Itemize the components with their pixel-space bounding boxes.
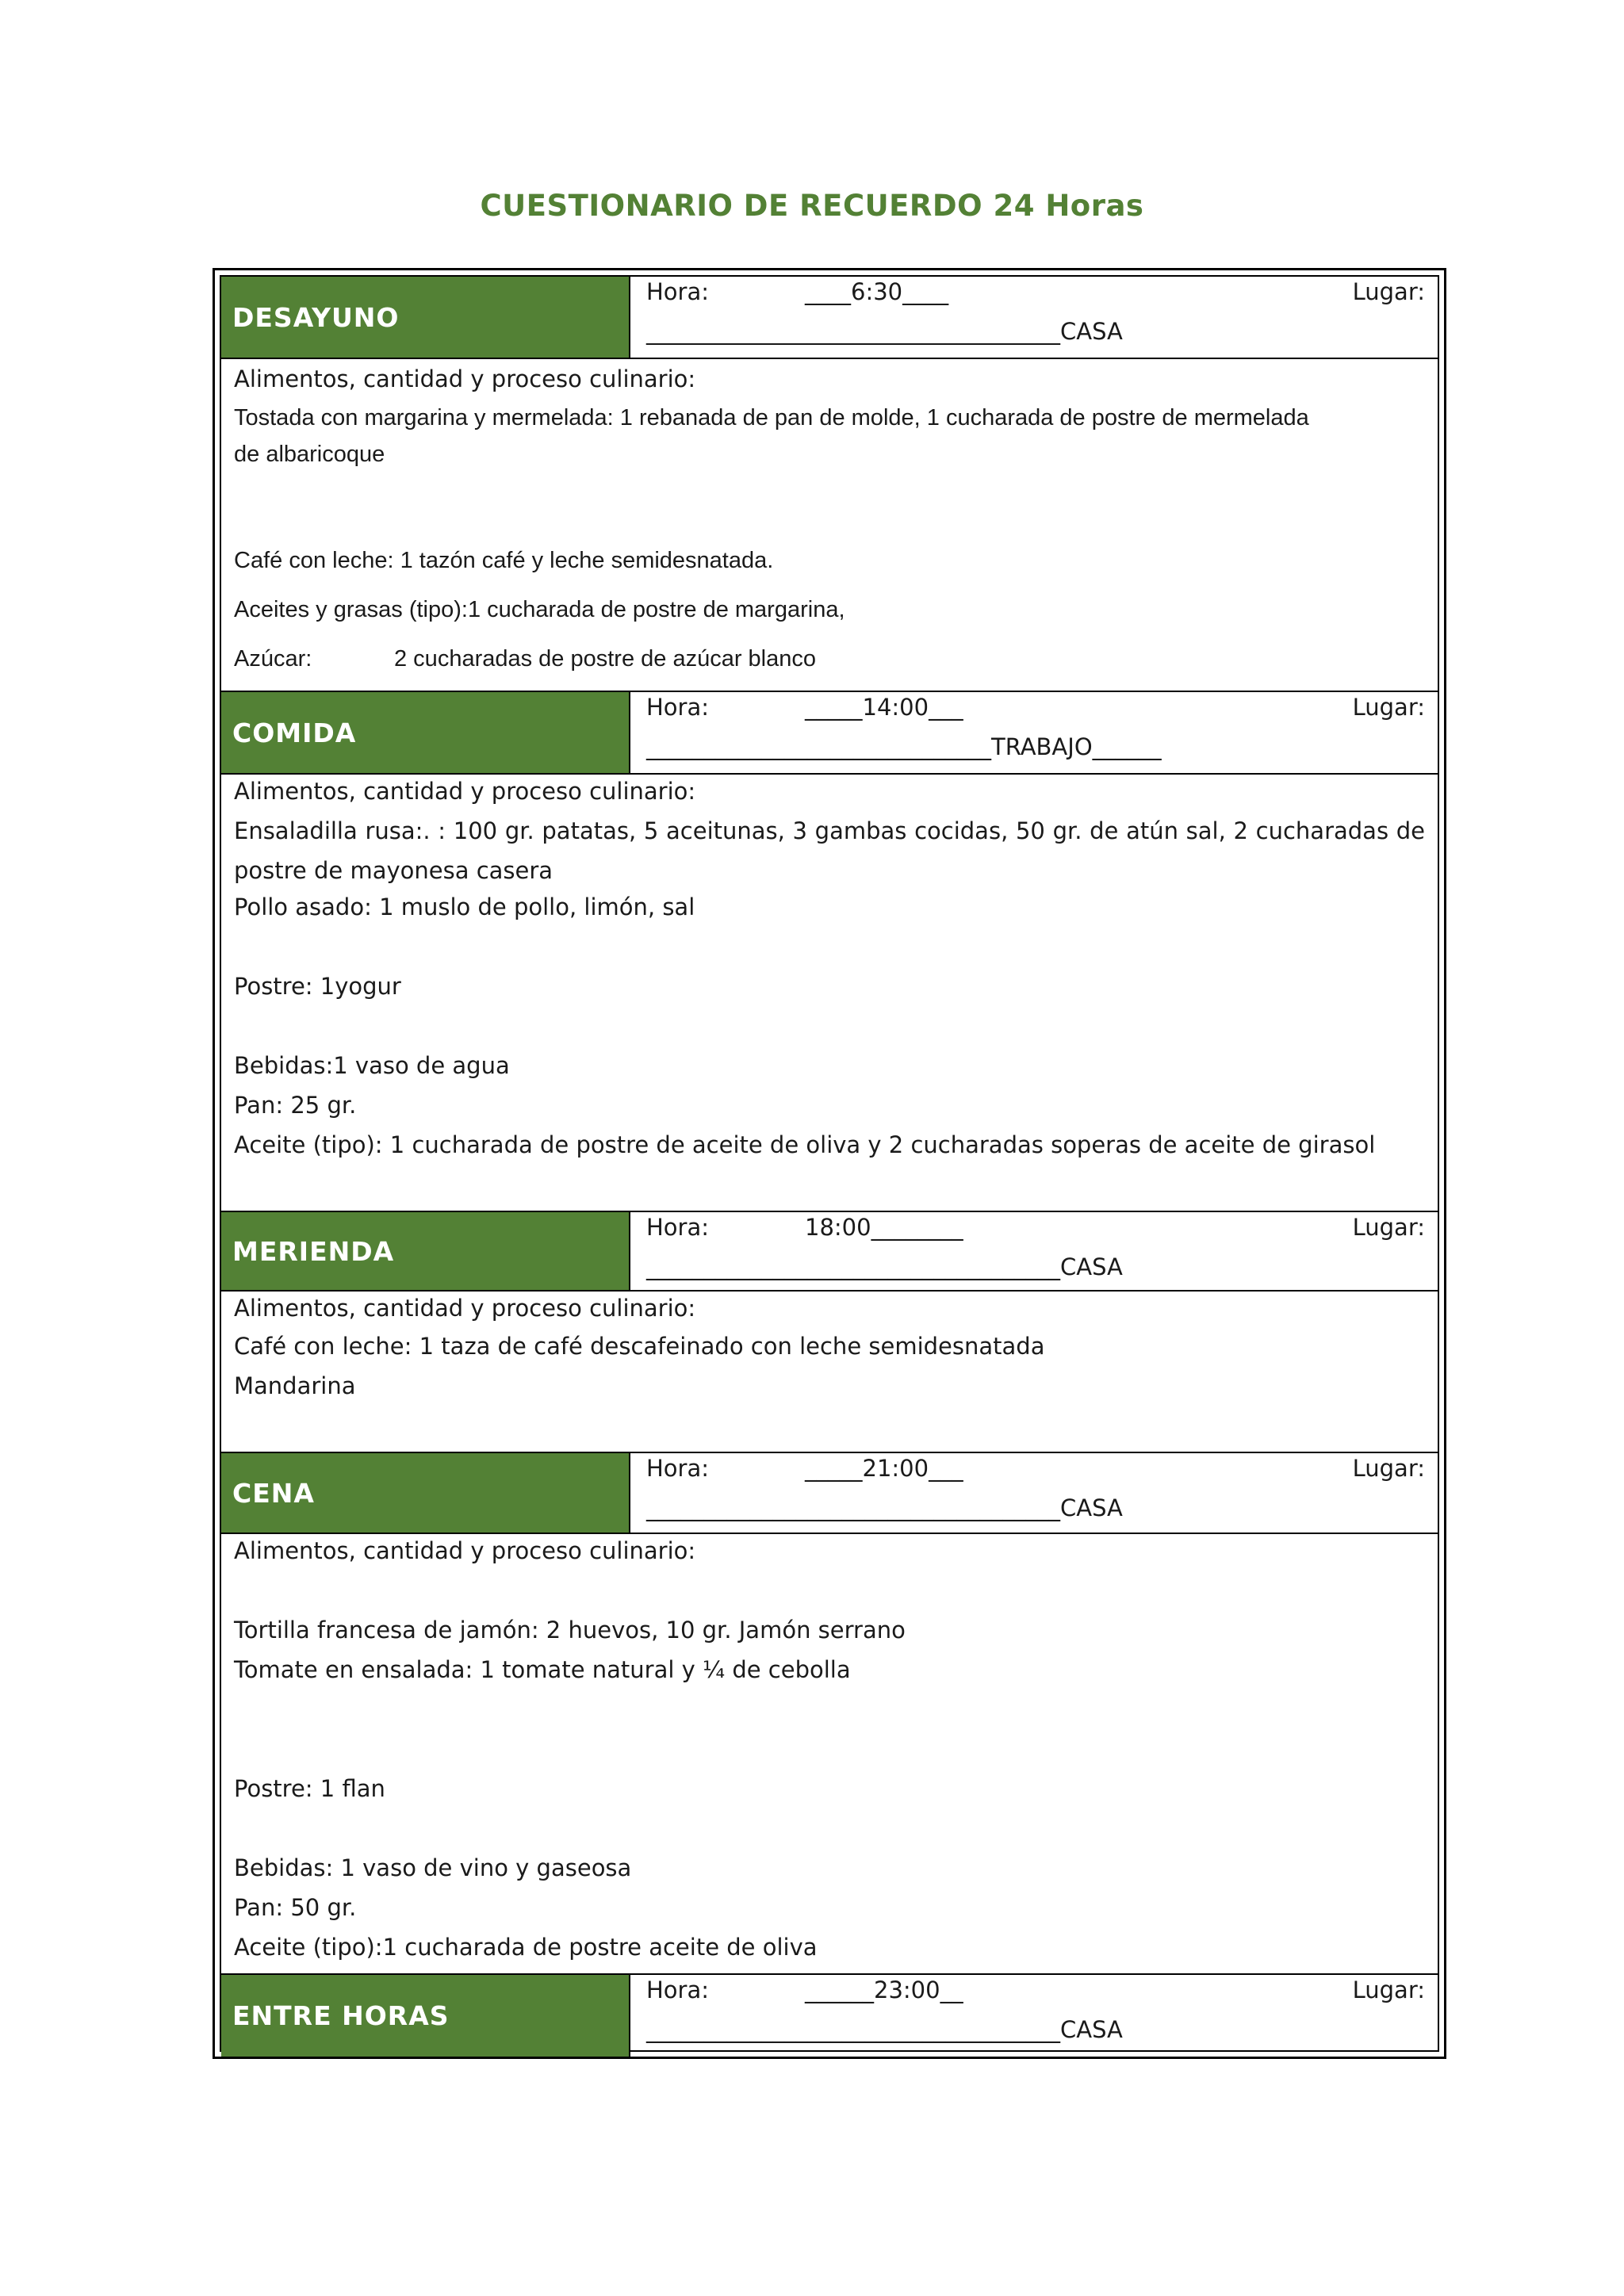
comida-item: Pan: 25 gr. <box>234 1092 357 1119</box>
cena-item: Tortilla francesa de jamón: 2 huevos, 10 gr. Jamón serrano <box>234 1617 906 1644</box>
desayuno-content <box>221 359 1438 692</box>
entre-horas-hora-value: ______23:00__ <box>805 1976 963 2003</box>
cena-content <box>221 1534 1438 1975</box>
meal-label-entre-horas: ENTRE HORAS <box>221 1975 630 2057</box>
azucar-value: 2 cucharadas de postre de azúcar blanco <box>394 646 817 672</box>
meal-label-cena: CENA <box>221 1453 630 1533</box>
merienda-hora-value: 18:00________ <box>805 1214 963 1241</box>
comida-content <box>221 775 1438 1212</box>
meal-label-desayuno: DESAYUNO <box>221 277 630 358</box>
hora-label: Hora: <box>646 1976 710 2003</box>
hora-label: Hora: <box>646 278 710 305</box>
desayuno-item: Café con leche: 1 tazón café y leche semidesnatada. <box>234 548 774 573</box>
desayuno-header <box>221 277 1438 359</box>
alimentos-label: Alimentos, cantidad y proceso culinario: <box>234 778 696 805</box>
comida-item: Aceite (tipo): 1 cucharada de postre de aceite de oliva y 2 cucharadas soperas de aceite de girasol <box>234 1131 1376 1158</box>
cena-item: Tomate en ensalada: 1 tomate natural y ¼ de cebolla <box>234 1656 851 1683</box>
comida-lugar-value: ______________________________TRABAJO______ <box>646 733 1162 760</box>
merienda-lugar-value: ____________________________________CASA <box>646 1253 1123 1280</box>
alimentos-label: Alimentos, cantidad y proceso culinario: <box>234 1295 696 1322</box>
desayuno-lugar-value: ____________________________________CASA <box>646 318 1123 345</box>
questionnaire-table <box>213 268 1446 2059</box>
desayuno-item: Aceites y grasas (tipo):1 cucharada de postre de margarina, <box>234 597 845 622</box>
meal-label-merienda: MERIENDA <box>221 1212 630 1290</box>
cena-hora-value: _____21:00___ <box>805 1455 963 1482</box>
hora-label: Hora: <box>646 1214 710 1241</box>
entre-horas-header <box>221 1975 1438 2057</box>
hora-label: Hora: <box>646 1455 710 1482</box>
merienda-item: Café con leche: 1 taza de café descafeinado con leche semidesnatada <box>234 1333 1045 1360</box>
cena-lugar-value: ____________________________________CASA <box>646 1494 1123 1521</box>
cena-item: Bebidas: 1 vaso de vino y gaseosa <box>234 1854 632 1881</box>
merienda-content <box>221 1292 1438 1453</box>
hora-label: Hora: <box>646 694 710 721</box>
comida-item: Postre: 1yogur <box>234 973 401 1000</box>
lugar-label: Lugar: <box>1352 1455 1425 1482</box>
azucar-label: Azúcar: <box>234 646 312 672</box>
cena-header <box>221 1453 1438 1534</box>
comida-item: Pollo asado: 1 muslo de pollo, limón, sal <box>234 894 695 920</box>
alimentos-label: Alimentos, cantidad y proceso culinario: <box>234 365 696 392</box>
meal-label-comida: COMIDA <box>221 692 630 773</box>
entre-horas-lugar-value: ____________________________________CASA <box>646 2016 1123 2043</box>
page-title: CUESTIONARIO DE RECUERDO 24 Horas <box>480 189 1144 223</box>
comida-hora-value: _____14:00___ <box>805 694 963 721</box>
cena-item: Pan: 50 gr. <box>234 1894 357 1921</box>
lugar-label: Lugar: <box>1352 1214 1425 1241</box>
lugar-label: Lugar: <box>1352 1976 1425 2003</box>
lugar-label: Lugar: <box>1352 278 1425 305</box>
desayuno-item: Tostada con margarina y mermelada: 1 rebanada de pan de molde, 1 cucharada de postre de mermelada <box>234 405 1309 430</box>
desayuno-item: de albaricoque <box>234 442 385 467</box>
comida-item: Ensaladilla rusa:. : 100 gr. patatas, 5 aceitunas, 3 gambas cocidas, 50 gr. de atún sal, 2 cucharadas de postre de mayonesa casera <box>234 817 1425 884</box>
cena-item: Postre: 1 flan <box>234 1775 385 1802</box>
comida-header <box>221 692 1438 775</box>
merienda-header <box>221 1212 1438 1292</box>
cena-item: Aceite (tipo):1 cucharada de postre aceite de oliva <box>234 1934 818 1961</box>
lugar-label: Lugar: <box>1352 694 1425 721</box>
alimentos-label: Alimentos, cantidad y proceso culinario: <box>234 1537 696 1564</box>
merienda-item: Mandarina <box>234 1372 356 1399</box>
desayuno-hora-value: ____6:30____ <box>805 278 949 305</box>
comida-item: Bebidas:1 vaso de agua <box>234 1052 510 1079</box>
